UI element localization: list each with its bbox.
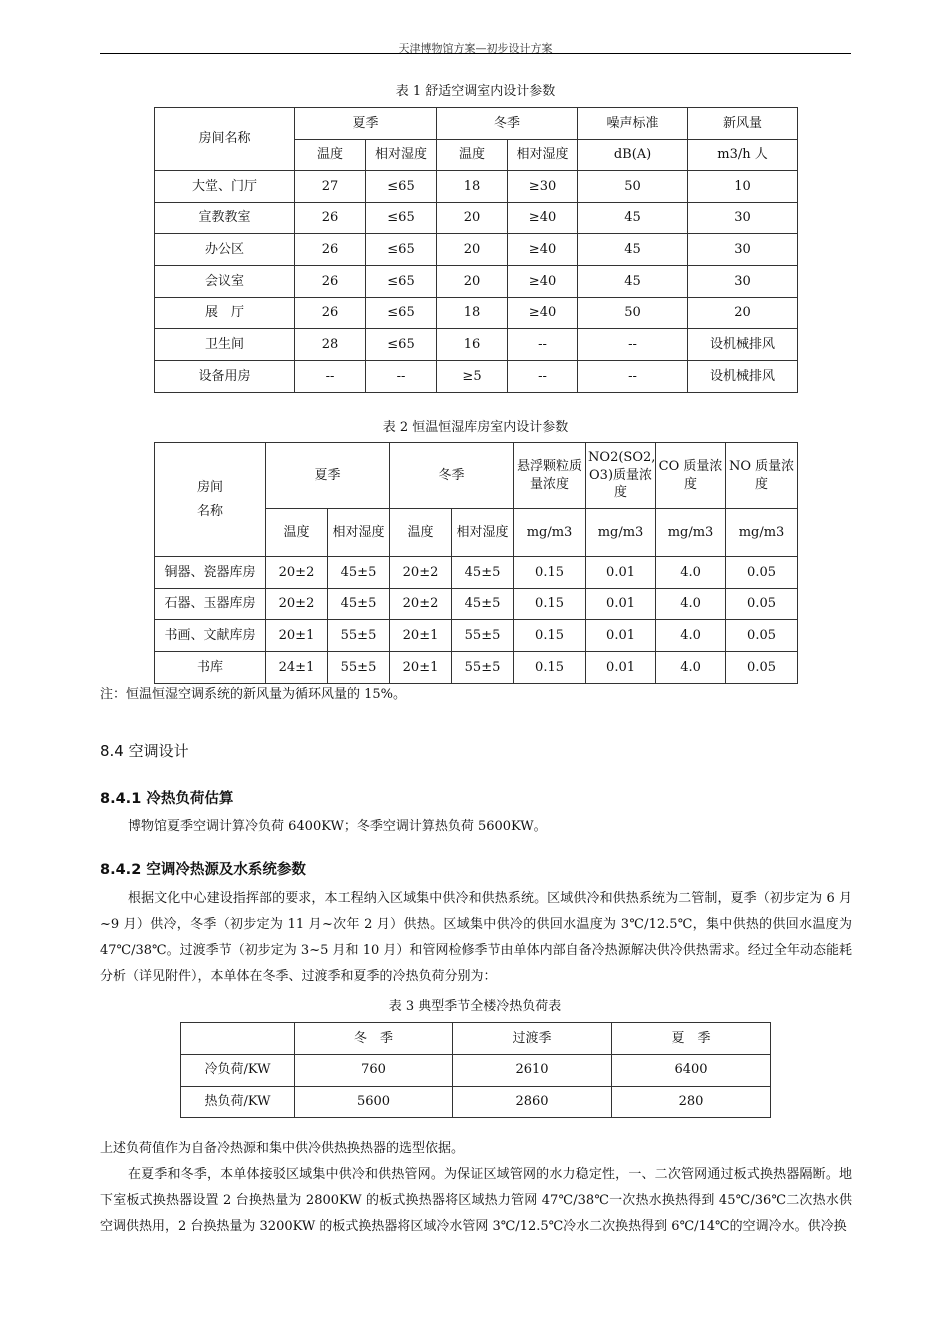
- section-8-4-1-heading: 8.4.1 冷热负荷估算: [100, 791, 234, 807]
- table-cell: 45±5: [328, 557, 390, 589]
- header-rule: [100, 53, 851, 54]
- table-cell: 55±5: [328, 620, 390, 652]
- table2-head-no2: NO2(SO2, O3)质量浓度: [586, 443, 656, 509]
- table-cell: 20±2: [390, 557, 452, 589]
- row-label-cell: 宣教教室: [155, 202, 295, 234]
- table-cell: 45: [578, 202, 688, 234]
- table-cell: 20: [437, 266, 508, 298]
- row-label-cell: 展 厅: [155, 297, 295, 329]
- table-cell: --: [366, 361, 437, 393]
- table-cell: 50: [578, 297, 688, 329]
- table2-row: [155, 652, 798, 684]
- table1-row: [155, 361, 798, 393]
- table1-head-fresh-air: 新风量: [688, 108, 798, 140]
- table2-head-co: CO 质量浓度: [656, 443, 726, 509]
- table-cell: --: [508, 329, 578, 361]
- table1-head-summer-rh: 相对湿度: [366, 140, 437, 171]
- table-cell: 20±2: [266, 557, 328, 589]
- table-cell: 30: [688, 202, 798, 234]
- table-cell: 设机械排风: [688, 361, 798, 393]
- table-cell: ≤65: [366, 266, 437, 298]
- table2-head-room-line1: 房间: [196, 479, 223, 495]
- table-cell: 20±1: [266, 620, 328, 652]
- table1-head-winter: 冬季: [437, 108, 578, 140]
- table2-head-winter-rh: 相对湿度: [452, 509, 514, 557]
- table2-head-room-line2: 名称: [196, 503, 223, 519]
- table2-head-no2-unit: mg/m3: [586, 509, 656, 557]
- table-cell: 26: [295, 266, 366, 298]
- table1-head-noise-unit: dB(A): [578, 140, 688, 171]
- table-cell: 20±2: [266, 588, 328, 620]
- table3: [180, 1022, 771, 1118]
- table-cell: 0.15: [514, 652, 586, 684]
- table-cell: 0.05: [726, 620, 798, 652]
- table1-head-room: 房间名称: [155, 108, 295, 171]
- table2-head-room: [155, 443, 266, 557]
- table1-row: [155, 297, 798, 329]
- table-cell: 20±1: [390, 620, 452, 652]
- table1-head-summer-temp: 温度: [295, 140, 366, 171]
- table1-row: [155, 202, 798, 234]
- table-cell: --: [508, 361, 578, 393]
- table-cell: 0.05: [726, 652, 798, 684]
- section-8-4-2-heading: 8.4.2 空调冷热源及水系统参数: [100, 862, 306, 878]
- table3-head-cell: 过渡季: [453, 1023, 612, 1055]
- table-cell: 16: [437, 329, 508, 361]
- table-cell: 55±5: [452, 620, 514, 652]
- table-cell: 10: [688, 171, 798, 203]
- table-cell: 30: [688, 234, 798, 266]
- table-cell: 2860: [453, 1086, 612, 1118]
- table2-header-row: [155, 443, 798, 509]
- table-cell: 0.05: [726, 557, 798, 589]
- table-cell: 20: [437, 202, 508, 234]
- table3-row: [181, 1086, 771, 1118]
- table-cell: ≥30: [508, 171, 578, 203]
- table3-head-cell: 冬 季: [295, 1023, 453, 1055]
- table-cell: 0.05: [726, 588, 798, 620]
- table-cell: 20±2: [390, 588, 452, 620]
- table1-row: [155, 329, 798, 361]
- table1-head-summer: 夏季: [295, 108, 437, 140]
- table-cell: --: [578, 329, 688, 361]
- table1-row: [155, 234, 798, 266]
- table-cell: 4.0: [656, 588, 726, 620]
- table-cell: ≤65: [366, 171, 437, 203]
- row-label-cell: 石器、玉器库房: [155, 588, 266, 620]
- table-cell: 4.0: [656, 652, 726, 684]
- table-cell: 24±1: [266, 652, 328, 684]
- table2-row: [155, 620, 798, 652]
- row-label-cell: 大堂、门厅: [155, 171, 295, 203]
- table-cell: 18: [437, 171, 508, 203]
- table2-row: [155, 588, 798, 620]
- table-cell: ≥5: [437, 361, 508, 393]
- table-cell: 55±5: [328, 652, 390, 684]
- table-cell: 26: [295, 202, 366, 234]
- table1-head-fresh-unit: m3/h 人: [688, 140, 798, 171]
- table-cell: 45±5: [452, 588, 514, 620]
- table-cell: 0.15: [514, 620, 586, 652]
- table-cell: 6400: [612, 1055, 771, 1087]
- table-cell: ≥40: [508, 234, 578, 266]
- table1: [154, 107, 798, 393]
- table-cell: 20: [437, 234, 508, 266]
- table-cell: 18: [437, 297, 508, 329]
- row-label-cell: 书库: [155, 652, 266, 684]
- table-cell: 2610: [453, 1055, 612, 1087]
- table-cell: ≥40: [508, 202, 578, 234]
- table-cell: 4.0: [656, 620, 726, 652]
- table1-head-winter-rh: 相对湿度: [508, 140, 578, 171]
- table-cell: 760: [295, 1055, 453, 1087]
- table-cell: 0.15: [514, 557, 586, 589]
- table2-head-no: NO 质量浓度: [726, 443, 798, 509]
- table-cell: 45±5: [452, 557, 514, 589]
- row-label-cell: 书画、文献库房: [155, 620, 266, 652]
- table-cell: 0.01: [586, 620, 656, 652]
- table-cell: 50: [578, 171, 688, 203]
- row-label-cell: 冷负荷/KW: [181, 1055, 295, 1087]
- table1-head-winter-temp: 温度: [437, 140, 508, 171]
- section-8-4-1-text: 博物馆夏季空调计算冷负荷 6400KW；冬季空调计算热负荷 5600KW。: [128, 819, 547, 834]
- table2-head-pm: 悬浮颗粒质量浓度: [514, 443, 586, 509]
- table2-head-summer-temp: 温度: [266, 509, 328, 557]
- table2-row: [155, 557, 798, 589]
- table2-head-co-unit: mg/m3: [656, 509, 726, 557]
- table2-head-pm-unit: mg/m3: [514, 509, 586, 557]
- table1-row: [155, 171, 798, 203]
- table-cell: ≤65: [366, 202, 437, 234]
- table-cell: 45±5: [328, 588, 390, 620]
- after-table3-para2: 在夏季和冬季，本单体接驳区域集中供冷和供热管网。为保证区域管网的水力稳定性，一、二次管网通过板式换热器隔断。地下室板式换热器设置 2 台换热量为 2800KW 的板式换热器将区域热力管网 47℃/38℃一次热水换热得到 45℃/36℃二次热水供空调供热用，2 台换热量为 3200KW 的板式换热器将区域冷水管网 3℃/12.5℃冷水二次换热得到 6℃/14℃的空调冷水。供冷换: [100, 1167, 852, 1234]
- table2-caption: 表 2 恒温恒湿库房室内设计参数: [382, 420, 569, 435]
- table-cell: 27: [295, 171, 366, 203]
- section-8-4-2-para1: 根据文化中心建设指挥部的要求，本工程纳入区域集中供冷和供热系统。区域供冷和供热系统为二管制，夏季（初步定为 6 月~9 月）供冷，冬季（初步定为 11 月~次年 2 月）供热。区域集中供冷的供回水温度为 3℃/12.5℃，集中供热的供回水温度为 47℃/38℃。过渡季节（初步定为 3~5 月和 10 月）和管网检修季节由单体内部自备冷热源解决供冷供热需求。经过全年动态能耗分析（详见附件），本单体在冬季、过渡季和夏季的冷热负荷分别为：: [100, 891, 852, 984]
- table1-header-row: [155, 108, 798, 140]
- table-cell: 26: [295, 234, 366, 266]
- table-cell: ≤65: [366, 234, 437, 266]
- table2-head-no-unit: mg/m3: [726, 509, 798, 557]
- after-table3-para1: 上述负荷值作为自备冷热源和集中供冷供热换热器的选型依据。: [100, 1141, 465, 1156]
- table-cell: ≥40: [508, 266, 578, 298]
- table-cell: 20±1: [390, 652, 452, 684]
- table-cell: 55±5: [452, 652, 514, 684]
- table-cell: 4.0: [656, 557, 726, 589]
- table3-caption: 表 3 典型季节全楼冷热负荷表: [388, 999, 562, 1014]
- section-8-4-heading: 8.4 空调设计: [100, 742, 189, 760]
- table-cell: --: [578, 361, 688, 393]
- running-header: 天津博物馆方案—初步设计方案: [398, 42, 553, 55]
- table-cell: 45: [578, 266, 688, 298]
- table2-head-summer-rh: 相对湿度: [328, 509, 390, 557]
- table-cell: 26: [295, 297, 366, 329]
- table2-head-winter-temp: 温度: [390, 509, 452, 557]
- table2: [154, 442, 798, 684]
- table-cell: 0.01: [586, 557, 656, 589]
- table-cell: 280: [612, 1086, 771, 1118]
- table1-head-noise: 噪声标准: [578, 108, 688, 140]
- row-label-cell: 热负荷/KW: [181, 1086, 295, 1118]
- table2-note: 注：恒温恒湿空调系统的新风量为循环风量的 15%。: [100, 687, 407, 702]
- row-label-cell: 铜器、瓷器库房: [155, 557, 266, 589]
- row-label-cell: 办公区: [155, 234, 295, 266]
- table-cell: ≤65: [366, 297, 437, 329]
- table-cell: ≥40: [508, 297, 578, 329]
- table-cell: 0.01: [586, 652, 656, 684]
- table1-caption: 表 1 舒适空调室内设计参数: [395, 84, 556, 99]
- row-label-cell: 设备用房: [155, 361, 295, 393]
- table3-row: [181, 1055, 771, 1087]
- table-cell: 5600: [295, 1086, 453, 1118]
- table-cell: 28: [295, 329, 366, 361]
- table-cell: 20: [688, 297, 798, 329]
- table-cell: 30: [688, 266, 798, 298]
- table1-row: [155, 266, 798, 298]
- table2-head-winter: 冬季: [390, 443, 514, 509]
- table-cell: ≤65: [366, 329, 437, 361]
- table-cell: 45: [578, 234, 688, 266]
- table3-head-cell: 夏 季: [612, 1023, 771, 1055]
- table-cell: --: [295, 361, 366, 393]
- table3-head-cell: [181, 1023, 295, 1055]
- table-cell: 0.15: [514, 588, 586, 620]
- table2-head-summer: 夏季: [266, 443, 390, 509]
- table-cell: 设机械排风: [688, 329, 798, 361]
- row-label-cell: 会议室: [155, 266, 295, 298]
- row-label-cell: 卫生间: [155, 329, 295, 361]
- table3-header-row: [181, 1023, 771, 1055]
- table-cell: 0.01: [586, 588, 656, 620]
